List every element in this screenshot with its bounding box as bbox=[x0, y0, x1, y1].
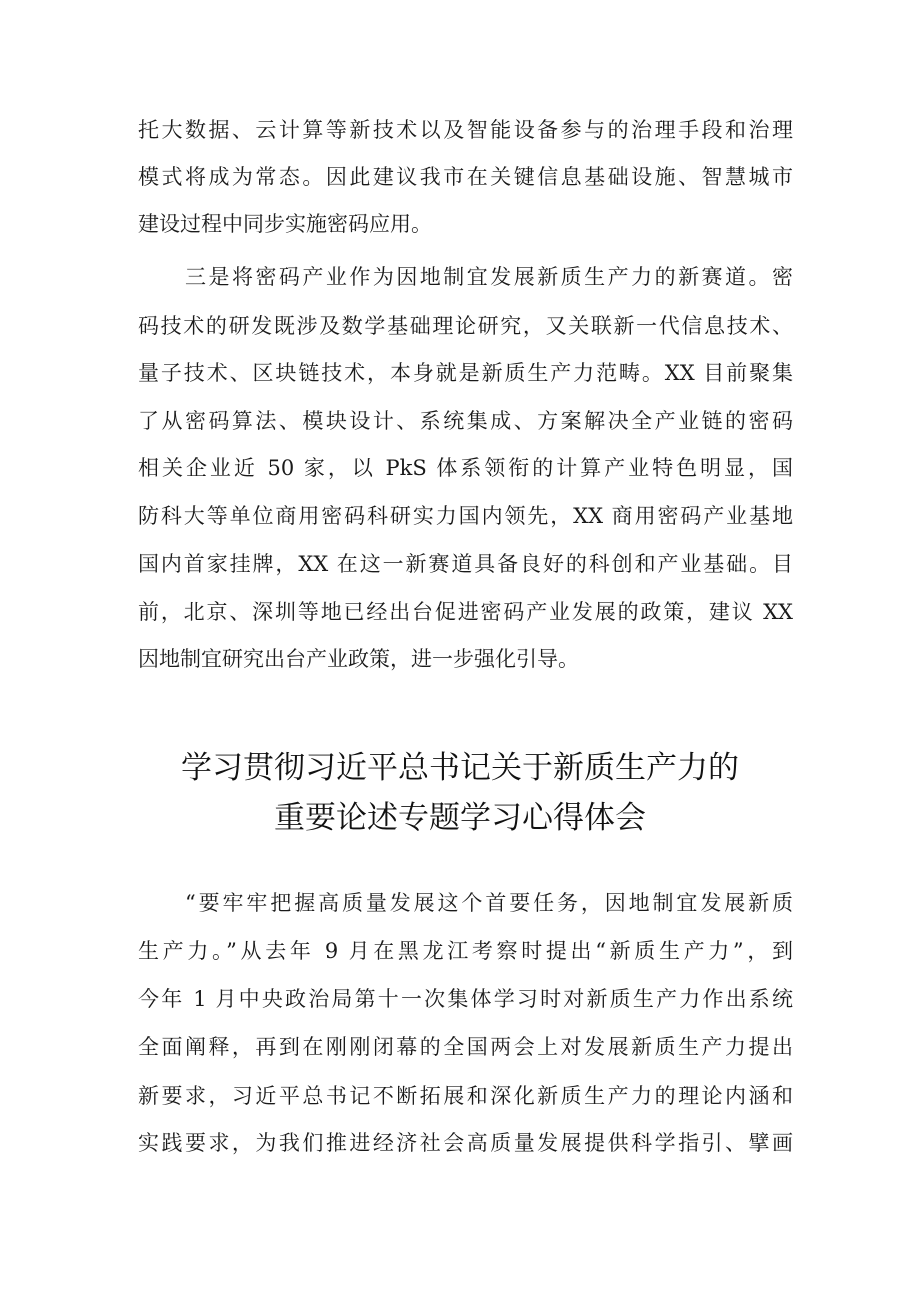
body-text-line: 实践要求，为我们推进经济社会高质量发展提供科学指引、擘画 bbox=[138, 1131, 793, 1155]
body-text-line: 量子技术、区块链技术，本身就是新质生产力范畴。XX 目前聚集 bbox=[138, 361, 793, 385]
paragraph-first-line: 三是将密码产业作为因地制宜发展新质生产力的新赛道。密 bbox=[185, 265, 793, 289]
body-text-line: 因地制宜研究出台产业政策，进一步强化引导。 bbox=[138, 647, 579, 671]
paragraph-first-line: “要牢牢把握高质量发展这个首要任务，因地制宜发展新质 bbox=[185, 891, 793, 915]
body-text-line: 码技术的研发既涉及数学基础理论研究，又关联新一代信息技术、 bbox=[138, 314, 793, 338]
article-title-line-2: 重要论述专题学习心得体会 bbox=[274, 800, 646, 836]
body-text-line: 模式将成为常态。因此建议我市在关键信息基础设施、智慧城市 bbox=[138, 165, 793, 189]
body-text-line: 了从密码算法、模块设计、系统集成、方案解决全产业链的密码 bbox=[138, 409, 793, 433]
body-text-line: 相关企业近 50 家，以 PkS 体系领衔的计算产业特色明显，国 bbox=[138, 456, 793, 480]
body-text-line: 国内首家挂牌，XX 在这一新赛道具备良好的科创和产业基础。目 bbox=[138, 552, 793, 576]
body-text-line: 建设过程中同步实施密码应用。 bbox=[138, 212, 432, 236]
article-title-line-1: 学习贯彻习近平总书记关于新质生产力的 bbox=[181, 750, 739, 786]
body-text-line: 全面阐释，再到在刚刚闭幕的全国两会上对发展新质生产力提出 bbox=[138, 1035, 793, 1059]
body-text-line: 防科大等单位商用密码科研实力国内领先，XX 商用密码产业基地 bbox=[138, 504, 793, 528]
body-text-line: 前，北京、深圳等地已经出台促进密码产业发展的政策，建议 XX bbox=[138, 600, 793, 624]
body-text-line: 新要求，习近平总书记不断拓展和深化新质生产力的理论内涵和 bbox=[138, 1084, 793, 1108]
body-text-line: 生产力。”从去年 9 月在黑龙江考察时提出“新质生产力”，到 bbox=[138, 939, 793, 963]
body-text-line: 今年 1 月中央政治局第十一次集体学习时对新质生产力作出系统 bbox=[138, 987, 793, 1011]
body-text-line: 托大数据、云计算等新技术以及智能设备参与的治理手段和治理 bbox=[138, 118, 793, 142]
